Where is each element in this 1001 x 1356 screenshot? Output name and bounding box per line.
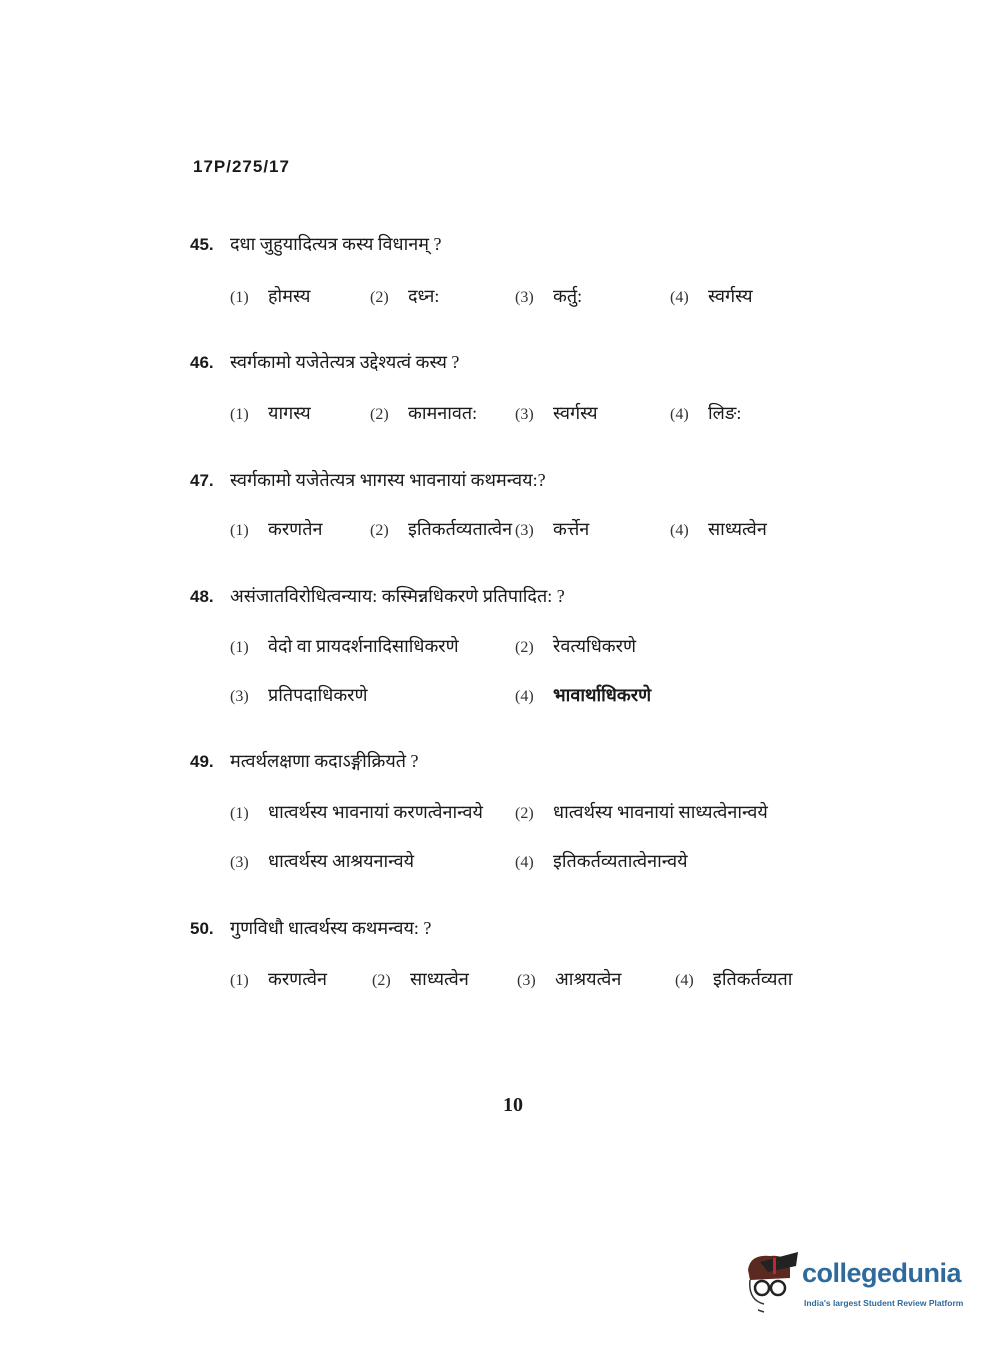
option-49-1 [230,800,483,824]
question-50 [190,916,431,940]
option-text: कामनावत: [408,403,478,423]
option-46-1 [230,401,311,425]
option-48-3 [230,683,368,707]
brand-name: collegedunia [802,1258,962,1288]
question-text: मत्वर्थलक्षणा कदाऽङ्गीक्रियते ? [230,751,419,771]
paper-code: 17P/275/17 [193,157,290,176]
option-number: (3) [517,972,536,989]
question-text: असंजातविरोधित्वन्याय: कस्मिन्नधिकरणे प्रतिपादित: ? [230,586,565,606]
option-number: (1) [230,522,249,539]
option-text: धात्वर्थस्य भावनायां साध्यत्वेनान्वये [553,802,768,822]
option-text: दध्न: [408,286,440,306]
option-text: रेवत्यधिकरणे [553,636,636,656]
option-number: (4) [675,972,694,989]
collegedunia-watermark [740,1248,970,1318]
option-text: यागस्य [268,403,311,423]
option-text: भावार्थाधिकरणे [553,685,652,705]
option-number: (3) [230,688,249,705]
option-text: करणतेन [268,519,323,539]
option-text: लिङ: [708,403,742,423]
option-number: (2) [370,406,389,423]
question-48 [190,584,565,608]
option-text: धात्वर्थस्य भावनायां करणत्वेनान्वये [268,802,483,822]
option-number: (1) [230,972,249,989]
option-50-2 [372,967,469,991]
question-number: 49. [190,752,214,771]
option-text: करणत्वेन [268,969,327,989]
brand-tagline: India's largest Student Review Platform [804,1298,964,1308]
question-number: 47. [190,471,214,490]
option-46-3 [515,401,598,425]
option-47-2 [370,517,512,541]
option-49-3 [230,849,414,873]
option-50-4 [675,967,792,991]
option-text: आश्रयत्वेन [555,969,622,989]
option-number: (3) [515,406,534,423]
option-number: (3) [515,522,534,539]
option-47-1 [230,517,322,541]
option-50-1 [230,967,327,991]
option-48-1 [230,634,459,658]
option-text: इतिकर्तव्यतात्वेनान्वये [553,851,688,871]
question-number: 48. [190,587,214,606]
option-45-2 [370,284,439,308]
option-49-2 [515,800,768,824]
option-text: साध्यत्वेन [708,519,767,539]
option-text: वेदो वा प्रायदर्शनादिसाधिकरणे [268,636,459,656]
option-number: (2) [370,289,389,306]
option-number: (4) [515,688,534,705]
option-45-1 [230,284,310,308]
option-46-4 [670,401,741,425]
question-text: स्वर्गकामो यजेतेत्यत्र भागस्य भावनायां कथमन्वय:? [230,470,546,490]
option-text: इतिकर्तव्यतात्वेन [408,519,513,539]
question-45 [190,232,442,256]
option-number: (2) [370,522,389,539]
option-number: (2) [515,639,534,656]
option-50-3 [517,967,621,991]
option-number: (1) [230,289,249,306]
option-49-4 [515,849,688,873]
option-number: (2) [372,972,391,989]
question-47 [190,468,546,492]
option-46-2 [370,401,477,425]
option-number: (2) [515,805,534,822]
option-number: (1) [230,639,249,656]
option-text: होमस्य [268,286,311,306]
option-text: इतिकर्तव्यता [713,969,793,989]
question-49 [190,749,419,773]
option-number: (3) [230,854,249,871]
option-48-4 [515,683,651,707]
question-number: 46. [190,353,214,372]
option-number: (4) [670,522,689,539]
option-number: (4) [670,289,689,306]
option-48-2 [515,634,636,658]
option-47-3 [515,517,589,541]
option-text: स्वर्गस्य [553,403,598,423]
mascot-icon [740,1248,802,1318]
question-number: 45. [190,235,214,254]
option-text: धात्वर्थस्य आश्रयनान्वये [268,851,415,871]
option-45-3 [515,284,582,308]
option-text: स्वर्गस्य [708,286,753,306]
option-number: (1) [230,805,249,822]
question-46 [190,350,459,374]
option-number: (4) [670,406,689,423]
option-number: (3) [515,289,534,306]
question-text: दधा जुहुयादित्यत्र कस्य विधानम् ? [230,234,442,254]
question-text: गुणविधौ धात्वर्थस्य कथमन्वय: ? [230,918,432,938]
option-text: कर्तु: [553,286,583,306]
option-text: प्रतिपदाधिकरणे [268,685,368,705]
option-number: (4) [515,854,534,871]
question-number: 50. [190,919,214,938]
option-number: (1) [230,406,249,423]
option-45-4 [670,284,753,308]
question-text: स्वर्गकामो यजेतेत्यत्र उद्देश्यत्वं कस्य ? [230,352,460,372]
option-47-4 [670,517,767,541]
page-number: 10 [503,1094,523,1116]
option-text: कर्त्तेन [553,519,590,539]
option-text: साध्यत्वेन [410,969,469,989]
